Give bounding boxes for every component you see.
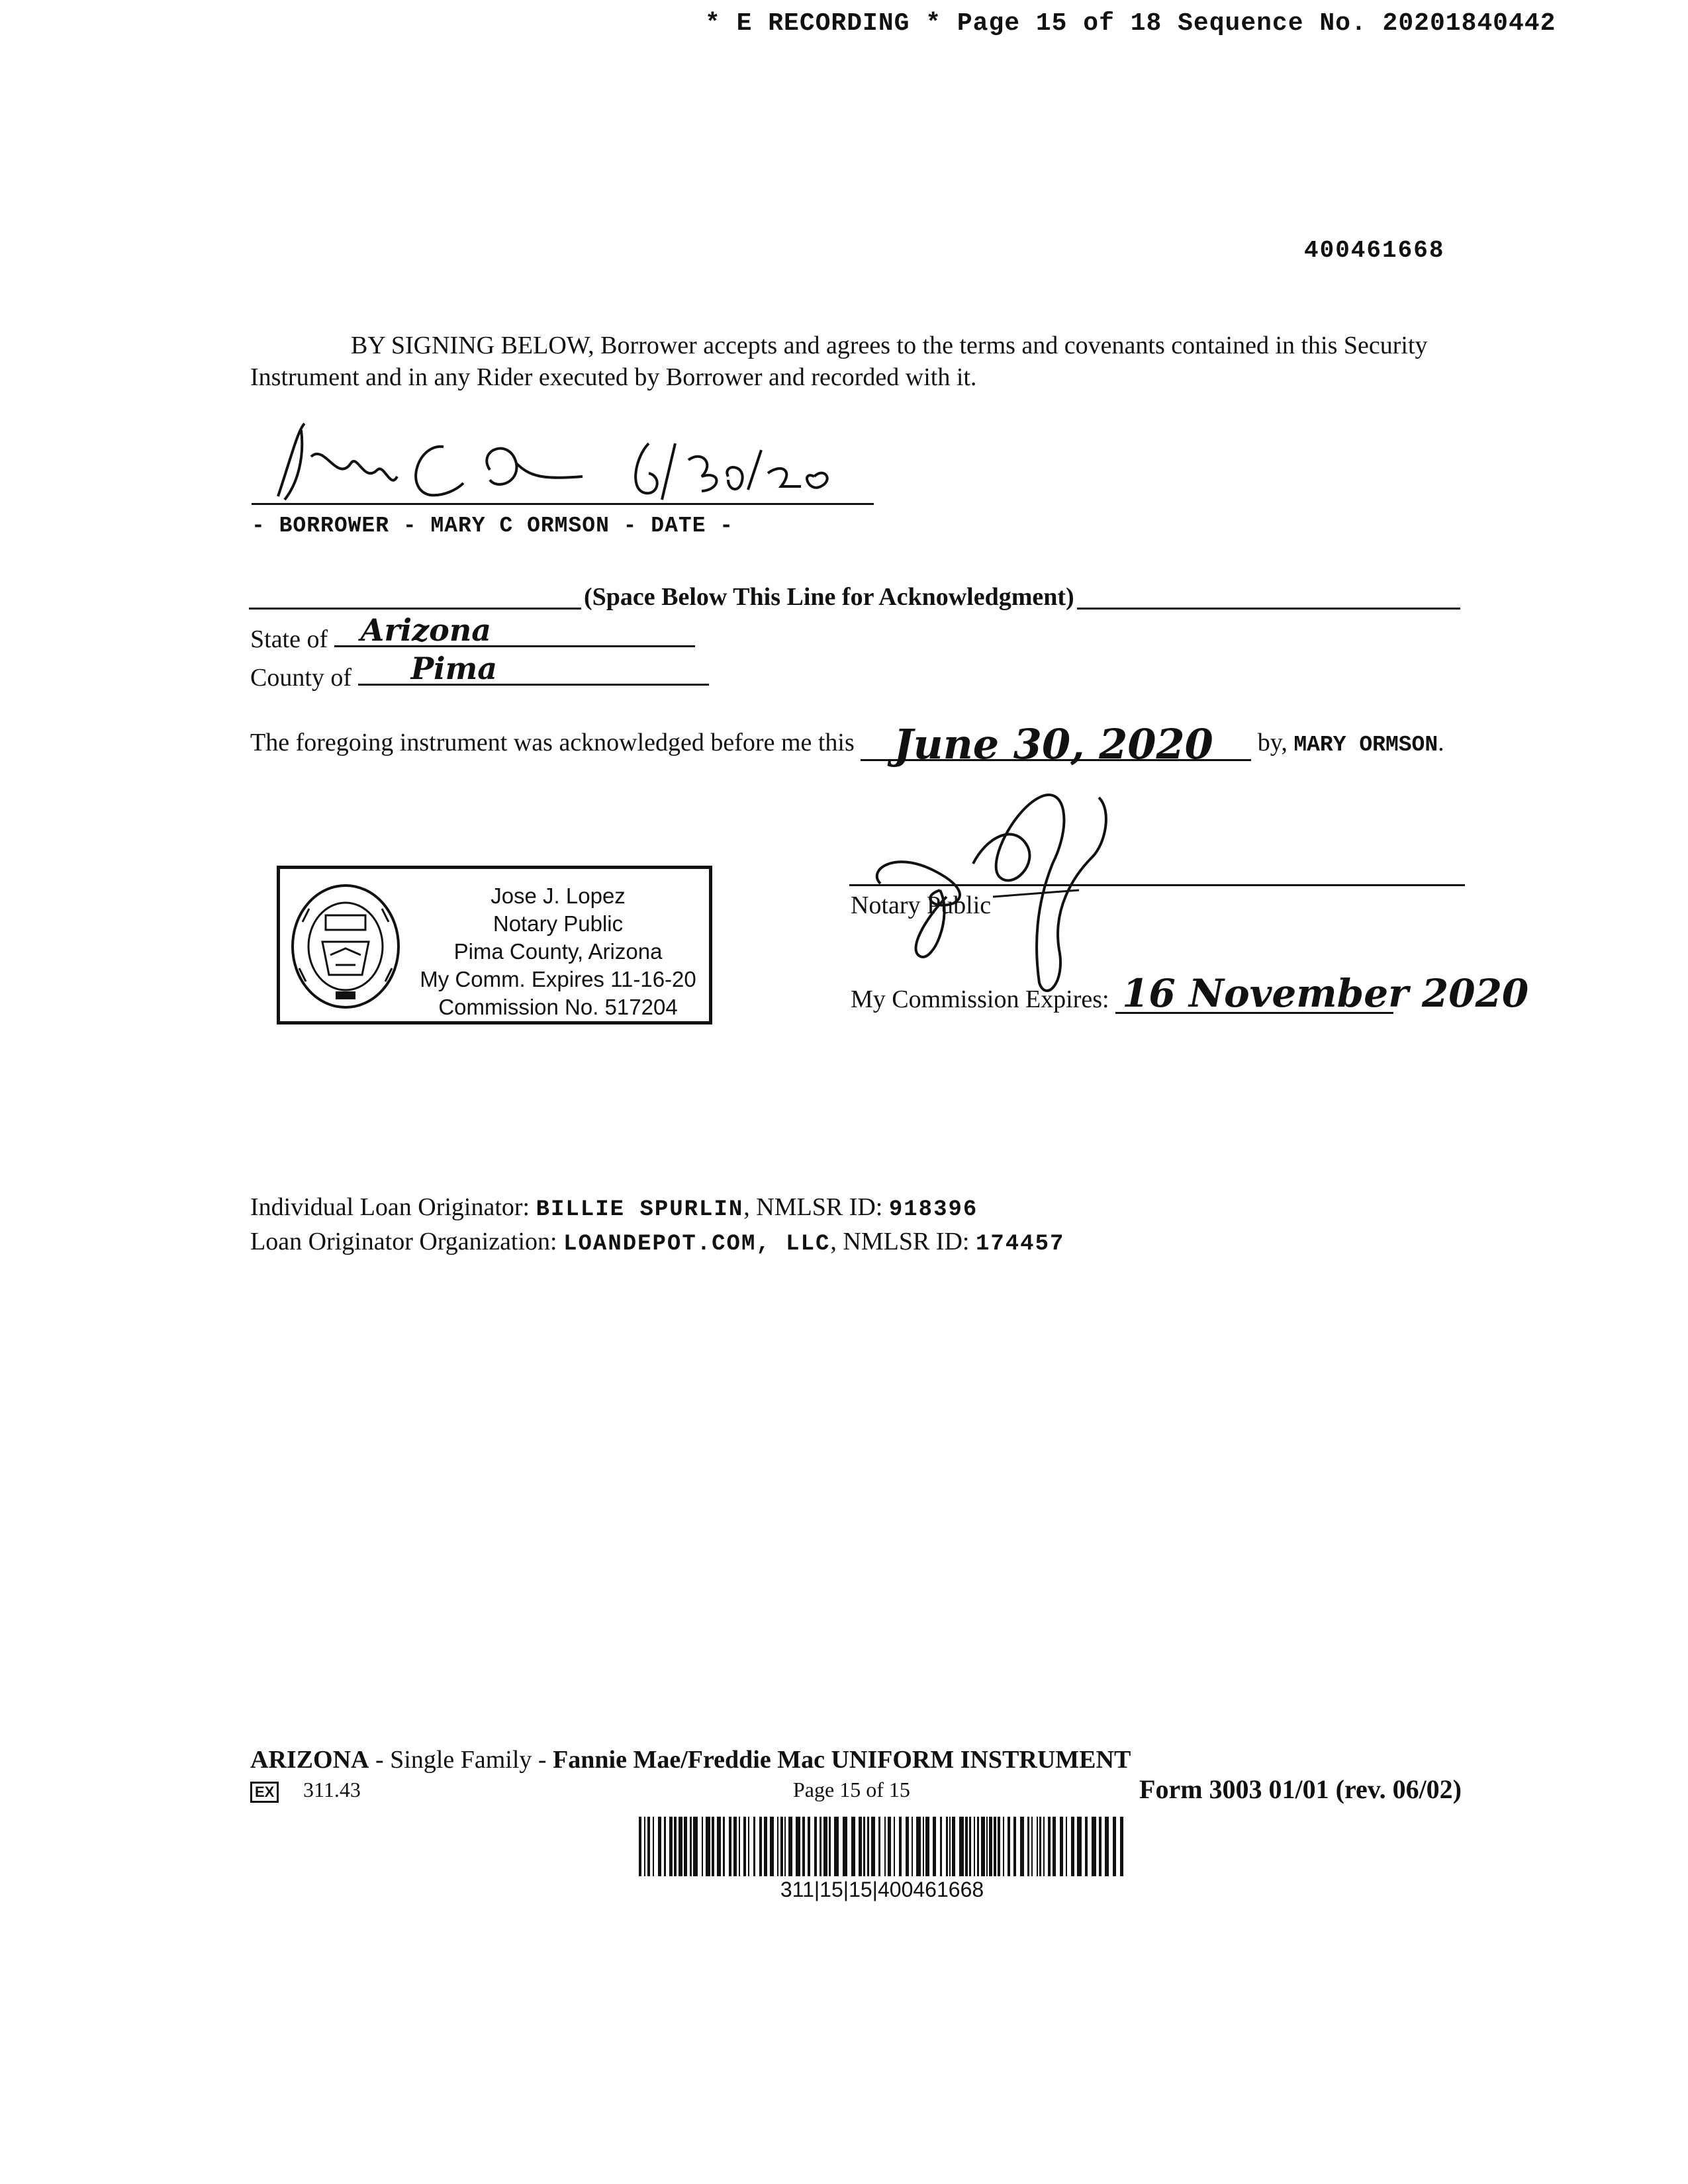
state-row bbox=[250, 612, 695, 654]
ex-badge: EX bbox=[250, 1782, 279, 1803]
individual-nmlsr-label: , NMLSR ID: bbox=[743, 1193, 883, 1221]
individual-originator-label: Individual Loan Originator: bbox=[250, 1193, 530, 1221]
state-label: State of bbox=[250, 625, 328, 653]
form-state: ARIZONA bbox=[250, 1746, 369, 1774]
acknowledged-name: MARY ORMSON bbox=[1293, 733, 1438, 757]
individual-originator bbox=[250, 1191, 1064, 1226]
seal-notary-title: Notary Public bbox=[492, 911, 624, 936]
organization-label: Loan Originator Organization: bbox=[250, 1228, 557, 1255]
acknowledgment-period: . bbox=[1438, 729, 1444, 756]
county-label: County of bbox=[250, 664, 352, 692]
organization-name: LOANDEPOT.COM, LLC bbox=[563, 1232, 831, 1257]
notary-signature bbox=[841, 784, 1211, 996]
notary-label: Notary Public bbox=[851, 891, 992, 919]
commission-expires-label: My Commission Expires: bbox=[851, 985, 1109, 1013]
seal-expires: My Comm. Expires 11-16-20 bbox=[420, 967, 696, 991]
state-field bbox=[334, 612, 695, 648]
form-title bbox=[250, 1745, 1131, 1774]
by-text: by, bbox=[1257, 729, 1288, 756]
barcode-icon bbox=[639, 1817, 1125, 1876]
form-number: Form 3003 01/01 (rev. 06/02) bbox=[1139, 1774, 1462, 1804]
loan-number: 400461668 bbox=[1304, 237, 1445, 264]
foregoing-text: The foregoing instrument was acknowledged before me this bbox=[250, 729, 855, 756]
organization-nmlsr-id: 174457 bbox=[975, 1232, 1065, 1257]
acknowledgment-statement bbox=[250, 720, 1462, 768]
state-value: Arizona bbox=[360, 612, 492, 648]
notary-seal-stamp bbox=[277, 866, 712, 1024]
form-code: 311.43 bbox=[303, 1778, 361, 1801]
acknowledgment-date-field bbox=[861, 720, 1251, 768]
seal-commission: Commission No. 517204 bbox=[438, 995, 678, 1019]
commission-expires-value: 16 November 2020 bbox=[1122, 971, 1529, 1016]
arizona-seal-icon bbox=[289, 882, 402, 1011]
individual-originator-name: BILLIE SPURLIN bbox=[536, 1197, 744, 1222]
county-row bbox=[250, 651, 709, 692]
borrower-signature bbox=[265, 417, 847, 510]
individual-nmlsr-id: 918396 bbox=[888, 1197, 978, 1222]
borrower-caption: - BORROWER - MARY C ORMSON - DATE - bbox=[252, 514, 734, 538]
form-type: - Single Family - bbox=[369, 1746, 553, 1774]
borrower-signature-line bbox=[252, 503, 874, 505]
recording-header: * E RECORDING * Page 15 of 18 Sequence No. 20201840442 bbox=[705, 9, 1556, 38]
county-value: Pima bbox=[410, 651, 498, 686]
seal-notary-name: Jose J. Lopez bbox=[491, 884, 626, 908]
form-footer bbox=[250, 1774, 1462, 1809]
acknowledgment-heading: (Space Below This Line for Acknowledgment) bbox=[581, 582, 1077, 612]
form-instrument: Fannie Mae/Freddie Mac UNIFORM INSTRUMENT bbox=[553, 1746, 1131, 1774]
barcode-text: 311|15|15|400461668 bbox=[780, 1878, 984, 1901]
page-number: Page 15 of 15 bbox=[793, 1778, 910, 1801]
county-field bbox=[358, 651, 709, 686]
seal-county: Pima County, Arizona bbox=[453, 939, 663, 964]
acknowledgment-date: June 30, 2020 bbox=[894, 720, 1213, 768]
commission-expires-field bbox=[1115, 971, 1529, 1016]
organization-originator bbox=[250, 1226, 1064, 1260]
seal-text bbox=[406, 882, 710, 1021]
organization-nmlsr-label: , NMLSR ID: bbox=[830, 1228, 970, 1255]
commission-expires-row bbox=[851, 971, 1529, 1016]
originator-info bbox=[250, 1191, 1064, 1260]
signing-statement: BY SIGNING BELOW, Borrower accepts and agrees to the terms and covenants contained in this Security Instrument and in any Rider executed by Borrower and recorded with it. bbox=[250, 332, 1428, 391]
notary-signature-line bbox=[849, 884, 1465, 886]
